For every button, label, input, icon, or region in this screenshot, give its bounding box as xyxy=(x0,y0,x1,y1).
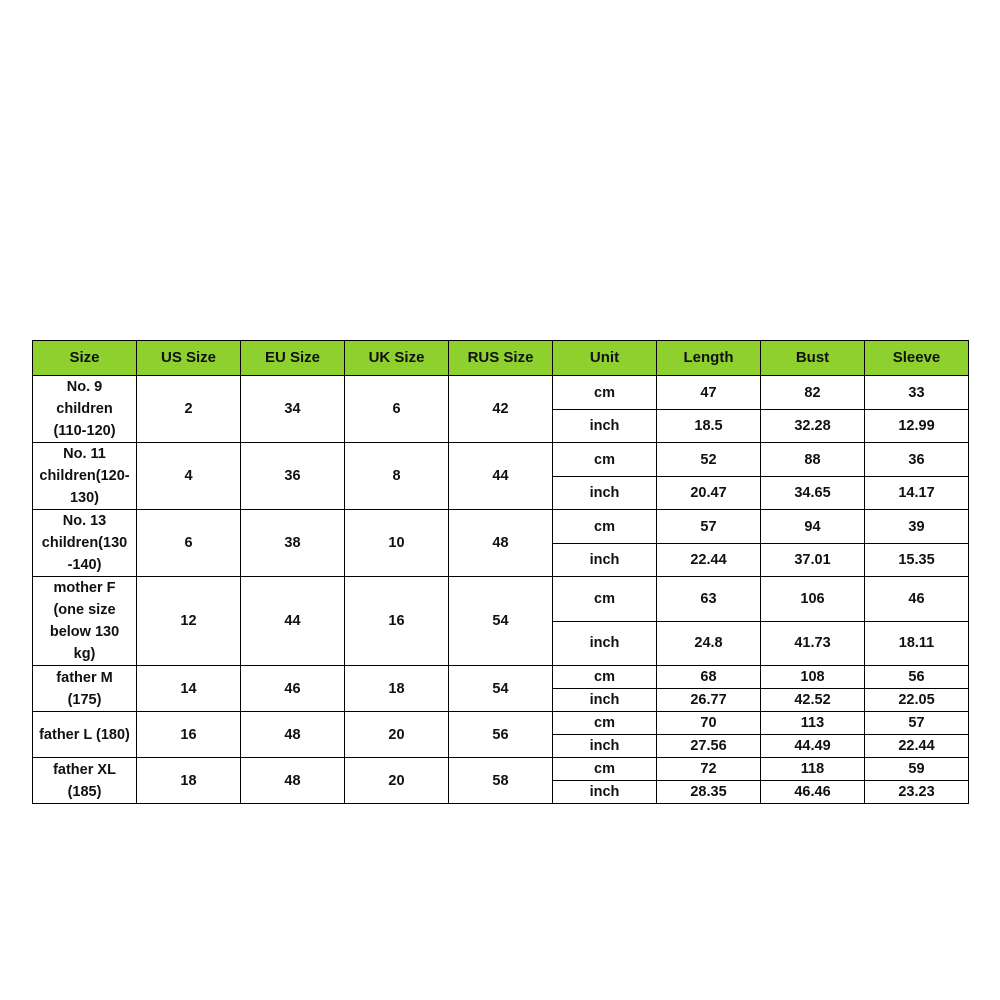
eu-size-cell: 36 xyxy=(241,443,345,510)
bust-cell: 88 xyxy=(761,443,865,477)
bust-cell: 34.65 xyxy=(761,477,865,510)
length-cell: 57 xyxy=(657,510,761,544)
bust-cell: 41.73 xyxy=(761,621,865,666)
header-row xyxy=(33,341,969,376)
length-cell: 26.77 xyxy=(657,689,761,712)
sleeve-cell: 14.17 xyxy=(865,477,969,510)
table-row xyxy=(33,577,969,622)
unit-cell: inch xyxy=(553,735,657,758)
size-name-line: father L (180) xyxy=(39,726,130,743)
unit-cell: cm xyxy=(553,758,657,781)
header-bust: Bust xyxy=(761,341,865,376)
size-name-line: children xyxy=(56,401,113,417)
bust-cell: 82 xyxy=(761,376,865,410)
table-row xyxy=(33,666,969,689)
sleeve-cell: 46 xyxy=(865,577,969,622)
uk-size-cell: 20 xyxy=(345,758,449,804)
size-name-line: (110-120) xyxy=(53,423,116,439)
unit-cell: inch xyxy=(553,410,657,443)
eu-size-cell: 34 xyxy=(241,376,345,443)
size-name-cell xyxy=(33,666,137,712)
bust-cell: 106 xyxy=(761,577,865,622)
us-size-cell: 16 xyxy=(137,712,241,758)
unit-cell: cm xyxy=(553,712,657,735)
sleeve-cell: 22.05 xyxy=(865,689,969,712)
unit-cell: inch xyxy=(553,477,657,510)
length-cell: 24.8 xyxy=(657,621,761,666)
uk-size-cell: 18 xyxy=(345,666,449,712)
sleeve-cell: 15.35 xyxy=(865,544,969,577)
header-us-size: US Size xyxy=(137,341,241,376)
us-size-cell: 14 xyxy=(137,666,241,712)
length-cell: 47 xyxy=(657,376,761,410)
length-cell: 72 xyxy=(657,758,761,781)
unit-cell: inch xyxy=(553,621,657,666)
bust-cell: 118 xyxy=(761,758,865,781)
bust-cell: 44.49 xyxy=(761,735,865,758)
bust-cell: 94 xyxy=(761,510,865,544)
rus-size-cell: 42 xyxy=(449,376,553,443)
uk-size-cell: 20 xyxy=(345,712,449,758)
sleeve-cell: 33 xyxy=(865,376,969,410)
length-cell: 28.35 xyxy=(657,781,761,804)
unit-cell: inch xyxy=(553,544,657,577)
unit-cell: inch xyxy=(553,781,657,804)
unit-cell: cm xyxy=(553,510,657,544)
us-size-cell: 2 xyxy=(137,376,241,443)
us-size-cell: 12 xyxy=(137,577,241,666)
bust-cell: 113 xyxy=(761,712,865,735)
table-row xyxy=(33,510,969,544)
rus-size-cell: 58 xyxy=(449,758,553,804)
size-name-line: 130) xyxy=(69,490,100,506)
rus-size-cell: 54 xyxy=(449,666,553,712)
size-name-cell xyxy=(33,443,137,510)
length-cell: 22.44 xyxy=(657,544,761,577)
table-row xyxy=(33,758,969,781)
length-cell: 18.5 xyxy=(657,410,761,443)
sleeve-cell: 57 xyxy=(865,712,969,735)
eu-size-cell: 38 xyxy=(241,510,345,577)
unit-cell: cm xyxy=(553,666,657,689)
uk-size-cell: 8 xyxy=(345,443,449,510)
size-name-line: father XL xyxy=(53,761,116,778)
size-name-cell xyxy=(33,510,137,577)
rus-size-cell: 48 xyxy=(449,510,553,577)
length-cell: 70 xyxy=(657,712,761,735)
eu-size-cell: 48 xyxy=(241,712,345,758)
table-row xyxy=(33,712,969,735)
bust-cell: 37.01 xyxy=(761,544,865,577)
rus-size-cell: 56 xyxy=(449,712,553,758)
size-name-line: mother F xyxy=(53,580,116,596)
table-body xyxy=(33,376,969,804)
sleeve-cell: 36 xyxy=(865,443,969,477)
size-name-line: No. 11 xyxy=(63,446,106,462)
length-cell: 52 xyxy=(657,443,761,477)
header-rus-size: RUS Size xyxy=(449,341,553,376)
table-row xyxy=(33,443,969,477)
size-name-cell xyxy=(33,758,137,804)
header-unit: Unit xyxy=(553,341,657,376)
us-size-cell: 6 xyxy=(137,510,241,577)
bust-cell: 46.46 xyxy=(761,781,865,804)
us-size-cell: 18 xyxy=(137,758,241,804)
sleeve-cell: 22.44 xyxy=(865,735,969,758)
sleeve-cell: 59 xyxy=(865,758,969,781)
sleeve-cell: 12.99 xyxy=(865,410,969,443)
size-name-line: children(130 xyxy=(41,535,128,551)
uk-size-cell: 6 xyxy=(345,376,449,443)
eu-size-cell: 44 xyxy=(241,577,345,666)
size-name-line: children(120- xyxy=(39,468,130,484)
size-name-cell xyxy=(33,577,137,666)
sleeve-cell: 56 xyxy=(865,666,969,689)
uk-size-cell: 16 xyxy=(345,577,449,666)
eu-size-cell: 48 xyxy=(241,758,345,804)
eu-size-cell: 46 xyxy=(241,666,345,712)
size-name-line: No. 13 xyxy=(62,513,107,529)
length-cell: 27.56 xyxy=(657,735,761,758)
length-cell: 20.47 xyxy=(657,477,761,510)
header-sleeve: Sleeve xyxy=(865,341,969,376)
length-cell: 63 xyxy=(657,577,761,622)
size-name-line: No. 9 xyxy=(66,379,103,395)
unit-cell: cm xyxy=(553,443,657,477)
unit-cell: cm xyxy=(553,577,657,622)
header-eu-size: EU Size xyxy=(241,341,345,376)
header-size: Size xyxy=(33,341,137,376)
table-row xyxy=(33,376,969,410)
unit-cell: cm xyxy=(553,376,657,410)
bust-cell: 108 xyxy=(761,666,865,689)
size-name-line: father M xyxy=(56,669,113,686)
sleeve-cell: 18.11 xyxy=(865,621,969,666)
sleeve-cell: 23.23 xyxy=(865,781,969,804)
size-name-line: (175) xyxy=(67,691,102,708)
table-header xyxy=(33,341,969,376)
size-name-line: (185) xyxy=(67,783,102,800)
size-name-line: -140) xyxy=(67,557,102,573)
size-name-line: below 130 xyxy=(49,624,120,640)
us-size-cell: 4 xyxy=(137,443,241,510)
uk-size-cell: 10 xyxy=(345,510,449,577)
size-name-cell xyxy=(33,712,137,758)
unit-cell: inch xyxy=(553,689,657,712)
size-name-cell xyxy=(33,376,137,443)
sleeve-cell: 39 xyxy=(865,510,969,544)
rus-size-cell: 54 xyxy=(449,577,553,666)
header-length: Length xyxy=(657,341,761,376)
bust-cell: 32.28 xyxy=(761,410,865,443)
bust-cell: 42.52 xyxy=(761,689,865,712)
rus-size-cell: 44 xyxy=(449,443,553,510)
header-uk-size: UK Size xyxy=(345,341,449,376)
size-chart-table xyxy=(32,340,969,804)
size-name-line: (one size xyxy=(53,602,116,618)
length-cell: 68 xyxy=(657,666,761,689)
size-name-line: kg) xyxy=(73,646,96,662)
